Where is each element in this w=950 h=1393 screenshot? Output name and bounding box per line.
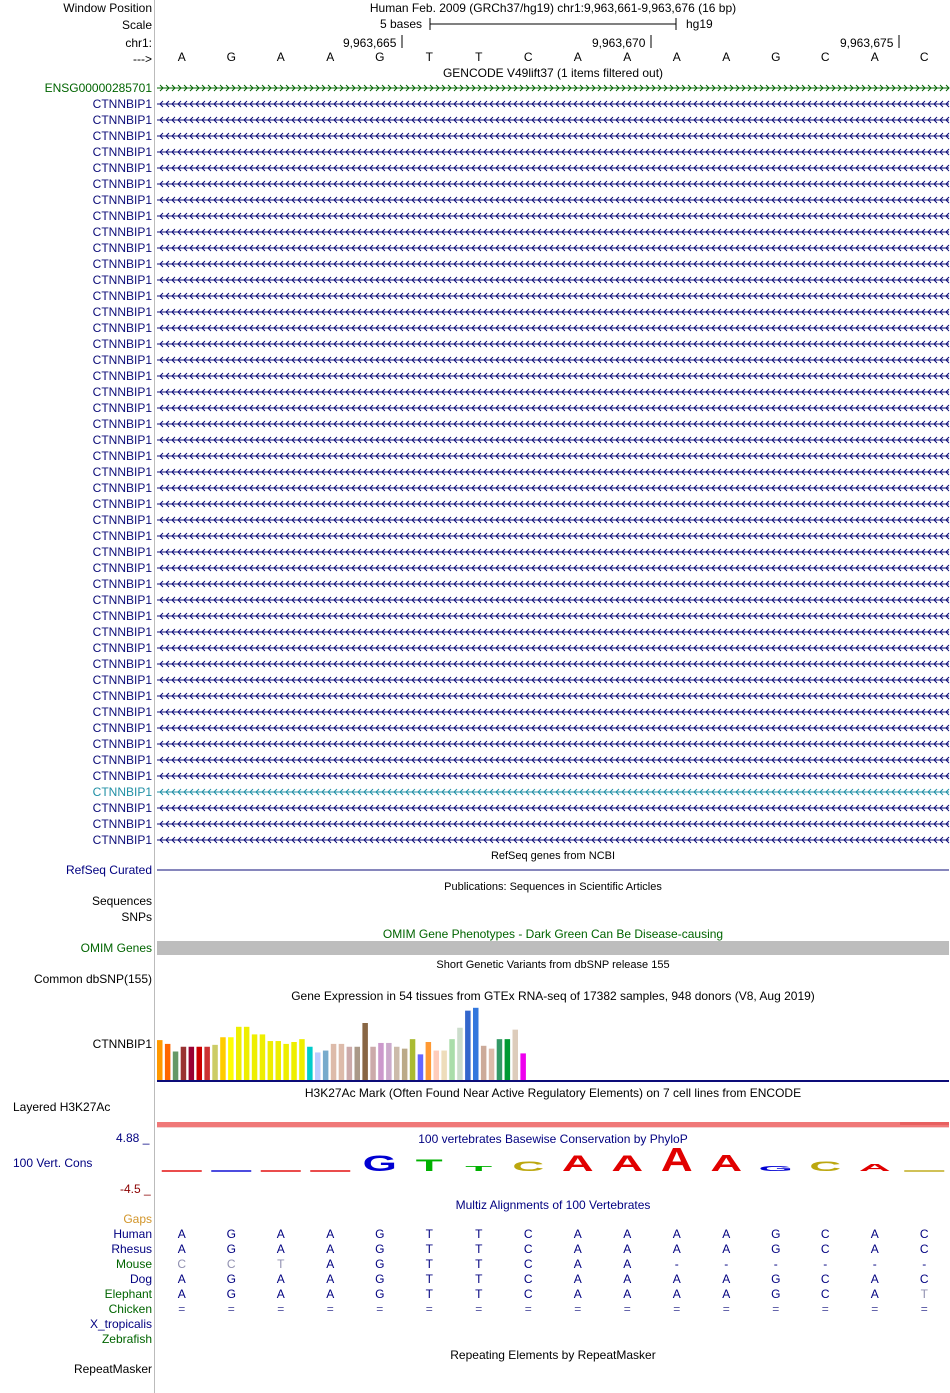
alignment-base: C <box>177 1257 187 1271</box>
omim-bar <box>157 941 949 955</box>
alignment-base: A <box>623 1257 632 1271</box>
alignment-base: G <box>375 1272 385 1286</box>
alignment-base: - <box>823 1257 828 1271</box>
alignment-base: = <box>475 1302 483 1316</box>
alignment-base: A <box>870 1242 879 1256</box>
alignment-base: A <box>177 1227 186 1241</box>
alignment-base: C <box>820 1272 830 1286</box>
gene-label-transcript[interactable]: CTNNBIP1 <box>92 113 152 127</box>
h3k27ac-title: H3K27Ac Mark (Often Found Near Active Regulatory Elements) on 7 cell lines from ENCODE <box>304 1086 802 1100</box>
alignment-base: A <box>870 1227 879 1241</box>
alignment-base: A <box>177 1287 186 1301</box>
gtex-bar <box>307 1047 313 1080</box>
gene-label-transcript[interactable]: CTNNBIP1 <box>92 561 152 575</box>
gene-label-transcript[interactable]: CTNNBIP1 <box>92 465 152 479</box>
alignment-base: A <box>722 1272 731 1286</box>
gtex-bar <box>434 1051 440 1080</box>
gene-label-transcript[interactable]: CTNNBIP1 <box>92 337 152 351</box>
base-letter: C <box>919 50 929 64</box>
gtex-label[interactable]: CTNNBIP1 <box>92 1037 152 1051</box>
gene-label-transcript[interactable]: CTNNBIP1 <box>92 481 152 495</box>
gtex-bar <box>173 1052 179 1081</box>
gtex-bar <box>418 1054 424 1080</box>
alignment-base: - <box>674 1257 679 1271</box>
alignment-base: A <box>326 1242 335 1256</box>
tick-label-3: 9,963,675 <box>840 36 894 50</box>
gene-label-transcript[interactable]: CTNNBIP1 <box>92 193 152 207</box>
gene-label-transcript[interactable]: CTNNBIP1 <box>92 289 152 303</box>
gene-label-transcript[interactable]: CTNNBIP1 <box>92 273 152 287</box>
alignment-base: A <box>326 1272 335 1286</box>
phylop-negative-mark <box>904 1170 944 1172</box>
gene-label-transcript[interactable]: CTNNBIP1 <box>92 321 152 335</box>
alignment-base: A <box>623 1242 632 1256</box>
species-label[interactable]: Elephant <box>104 1287 152 1301</box>
alignment-base: A <box>870 1272 879 1286</box>
alignment-base: A <box>672 1272 681 1286</box>
gtex-bar <box>291 1042 297 1080</box>
gtex-bar <box>197 1047 203 1080</box>
gene-label-transcript[interactable]: CTNNBIP1 <box>92 593 152 607</box>
species-label[interactable]: Human <box>113 1227 152 1241</box>
alignment-base: T <box>425 1227 433 1241</box>
alignment-base: A <box>573 1227 582 1241</box>
alignment-base: G <box>771 1272 781 1286</box>
gene-label-transcript[interactable]: CTNNBIP1 <box>92 97 152 111</box>
alignment-base: T <box>425 1272 433 1286</box>
alignment-base: = <box>227 1302 235 1316</box>
gene-label-transcript[interactable]: CTNNBIP1 <box>92 785 152 799</box>
gtex-bar <box>220 1037 226 1080</box>
alignment-base: C <box>523 1287 533 1301</box>
alignment-base: - <box>773 1257 778 1271</box>
phylop-logo-letter: G <box>362 1151 397 1177</box>
alignment-base: = <box>524 1302 532 1316</box>
alignment-base: A <box>623 1287 632 1301</box>
tick-label-1: 9,963,665 <box>343 36 397 50</box>
strand-label: ---> <box>133 52 152 66</box>
alignment-base: G <box>226 1272 236 1286</box>
alignment-base: = <box>772 1302 780 1316</box>
gene-label-transcript[interactable]: CTNNBIP1 <box>92 449 152 463</box>
alignment-base: C <box>820 1242 830 1256</box>
gtex-bar <box>189 1047 195 1080</box>
gtex-bar <box>252 1034 257 1080</box>
base-letter: T <box>475 50 483 64</box>
gtex-bar <box>228 1037 234 1080</box>
gtex-bar <box>339 1044 345 1080</box>
alignment-base: C <box>523 1242 533 1256</box>
alignment-base: A <box>573 1272 582 1286</box>
repeatmasker-label[interactable]: RepeatMasker <box>73 1362 152 1376</box>
alignment-base: A <box>672 1242 681 1256</box>
alignment-base: G <box>375 1257 385 1271</box>
gtex-bar <box>212 1045 218 1080</box>
alignment-base: = <box>920 1302 928 1316</box>
gtex-bar <box>410 1039 416 1080</box>
h3k27ac-signal <box>157 1122 949 1127</box>
base-letter: T <box>425 50 433 64</box>
alignment-base: = <box>821 1302 829 1316</box>
gtex-bar <box>181 1047 187 1080</box>
alignment-base: T <box>425 1287 433 1301</box>
refseq-title: RefSeq genes from NCBI <box>490 850 616 862</box>
species-label[interactable]: X_tropicalis <box>89 1317 152 1331</box>
gene-label-transcript[interactable]: CTNNBIP1 <box>92 705 152 719</box>
gtex-bar <box>449 1039 455 1080</box>
gtex-bar <box>489 1049 495 1080</box>
alignment-base: = <box>623 1302 631 1316</box>
window-position-label: Window Position <box>63 1 152 15</box>
repeatmasker-title: Repeating Elements by RepeatMasker <box>450 1348 656 1362</box>
gtex-bar <box>426 1042 432 1080</box>
gene-label-transcript[interactable]: CTNNBIP1 <box>92 657 152 671</box>
scale-label: Scale <box>121 18 152 32</box>
alignment-base: A <box>326 1227 335 1241</box>
gene-label-transcript[interactable]: CTNNBIP1 <box>92 129 152 143</box>
gene-label-transcript[interactable]: CTNNBIP1 <box>92 241 152 255</box>
gtex-bar <box>244 1027 250 1080</box>
phylop-logo-letter: T <box>415 1156 443 1175</box>
alignment-base: T <box>475 1287 483 1301</box>
species-label[interactable]: Rhesus <box>111 1242 152 1256</box>
alignment-base: C <box>919 1227 929 1241</box>
base-letter: A <box>276 50 285 64</box>
gtex-bar <box>362 1023 368 1080</box>
base-letter: A <box>326 50 335 64</box>
alignment-base: C <box>820 1287 830 1301</box>
alignment-base: G <box>771 1242 781 1256</box>
alignment-base: G <box>771 1287 781 1301</box>
gene-label-transcript[interactable]: CTNNBIP1 <box>92 369 152 383</box>
phylop-logo-letter: A <box>561 1151 594 1177</box>
alignment-base: G <box>226 1242 236 1256</box>
gene-label-transcript[interactable]: CTNNBIP1 <box>92 817 152 831</box>
gtex-bar <box>457 1028 463 1080</box>
alignment-base: T <box>475 1227 483 1241</box>
gtex-bar <box>323 1051 329 1080</box>
alignment-base: = <box>277 1302 285 1316</box>
gaps-label: Gaps <box>123 1212 152 1226</box>
gtex-bar <box>394 1047 400 1080</box>
alignment-base: A <box>276 1227 285 1241</box>
gtex-bar <box>276 1041 282 1080</box>
alignment-base: A <box>722 1227 731 1241</box>
alignment-base: = <box>673 1302 681 1316</box>
alignment-base: G <box>226 1227 236 1241</box>
alignment-base: T <box>425 1257 433 1271</box>
base-letter: G <box>226 50 236 64</box>
species-label[interactable]: Chicken <box>108 1302 152 1316</box>
gtex-bar <box>260 1034 266 1080</box>
alignment-base: A <box>326 1257 335 1271</box>
species-label[interactable]: Dog <box>129 1272 152 1286</box>
alignment-base: = <box>376 1302 384 1316</box>
gtex-bar <box>520 1053 526 1080</box>
alignment-base: A <box>573 1242 582 1256</box>
h3k27ac-peak <box>900 1122 949 1125</box>
alignment-base: C <box>523 1227 533 1241</box>
scale-bases: 5 bases <box>380 17 423 31</box>
dbsnp-label[interactable]: Common dbSNP(155) <box>33 972 152 986</box>
alignment-base: A <box>276 1287 285 1301</box>
omim-title: OMIM Gene Phenotypes - Dark Green Can Be Disease-causing <box>382 927 724 941</box>
gene-label-transcript[interactable]: CTNNBIP1 <box>92 385 152 399</box>
base-letter: A <box>722 50 731 64</box>
window-position-value: Human Feb. 2009 (GRCh37/hg19) chr1:9,963,661-9,963,676 (16 bp) <box>369 1 737 15</box>
gtex-bar <box>441 1051 447 1080</box>
gtex-bar <box>513 1030 519 1080</box>
tick-label-2: 9,963,670 <box>592 36 646 50</box>
gene-label-transcript[interactable]: CTNNBIP1 <box>92 145 152 159</box>
gene-label-transcript[interactable]: CTNNBIP1 <box>92 689 152 703</box>
gene-label-transcript[interactable]: CTNNBIP1 <box>92 769 152 783</box>
alignment-base: A <box>722 1242 731 1256</box>
gtex-bar <box>473 1008 479 1080</box>
base-letter: G <box>375 50 385 64</box>
gtex-bar <box>497 1039 503 1080</box>
multiz-title: Multiz Alignments of 100 Vertebrates <box>455 1198 651 1212</box>
alignment-base: A <box>623 1272 632 1286</box>
scale-db: hg19 <box>686 17 713 31</box>
gene-label-transcript[interactable]: CTNNBIP1 <box>92 737 152 751</box>
gene-label-transcript[interactable]: CTNNBIP1 <box>92 161 152 175</box>
alignment-base: = <box>871 1302 879 1316</box>
gtex-bar <box>236 1027 242 1080</box>
alignment-base: A <box>722 1287 731 1301</box>
gtex-bar <box>268 1041 274 1080</box>
phylop-max: 4.88 _ <box>116 1131 150 1145</box>
phylop-logo-letter: A <box>710 1150 743 1177</box>
alignment-base: A <box>276 1272 285 1286</box>
phylop-label[interactable]: 100 Vert. Cons <box>13 1156 93 1170</box>
omim-label[interactable]: OMIM Genes <box>80 941 152 955</box>
refseq-label[interactable]: RefSeq Curated <box>65 863 152 877</box>
alignment-base: - <box>724 1257 729 1271</box>
species-label[interactable]: Mouse <box>115 1257 152 1271</box>
gtex-bar <box>315 1052 321 1080</box>
phylop-logo-letter: C <box>512 1158 545 1174</box>
gtex-bar <box>370 1047 376 1080</box>
alignment-base: C <box>919 1242 929 1256</box>
gene-label-transcript[interactable]: CTNNBIP1 <box>92 833 152 847</box>
gene-label-transcript[interactable]: CTNNBIP1 <box>92 257 152 271</box>
gtex-bar <box>402 1049 408 1080</box>
h3k27ac-label[interactable]: Layered H3K27Ac <box>13 1100 111 1114</box>
alignment-base: - <box>922 1257 927 1271</box>
gene-label-transcript[interactable]: CTNNBIP1 <box>92 433 152 447</box>
gene-label-transcript[interactable]: CTNNBIP1 <box>92 801 152 815</box>
gene-label-transcript[interactable]: CTNNBIP1 <box>92 721 152 735</box>
gtex-bar <box>378 1043 384 1080</box>
base-letter: A <box>870 50 879 64</box>
base-letter: G <box>771 50 781 64</box>
snps-label[interactable]: SNPs <box>121 910 152 924</box>
gene-label-transcript[interactable]: CTNNBIP1 <box>92 497 152 511</box>
alignment-base: - <box>872 1257 877 1271</box>
gene-label-transcript[interactable]: CTNNBIP1 <box>92 753 152 767</box>
alignment-base: A <box>573 1257 582 1271</box>
gene-label-transcript[interactable]: CTNNBIP1 <box>92 225 152 239</box>
gtex-bar <box>386 1043 392 1080</box>
alignment-base: G <box>226 1287 236 1301</box>
alignment-base: = <box>178 1302 186 1316</box>
phylop-logo-letter: A <box>611 1151 644 1177</box>
gene-label-transcript[interactable]: CTNNBIP1 <box>92 625 152 639</box>
alignment-base: A <box>623 1227 632 1241</box>
base-letter: A <box>573 50 582 64</box>
gtex-bar <box>481 1046 487 1080</box>
alignment-base: C <box>523 1257 533 1271</box>
phylop-logo-letter: G <box>758 1163 793 1173</box>
alignment-base: A <box>672 1287 681 1301</box>
alignment-base: A <box>870 1287 879 1301</box>
gtex-bar <box>355 1047 361 1080</box>
gtex-bar <box>505 1039 511 1080</box>
alignment-base: A <box>177 1272 186 1286</box>
gene-label-transcript[interactable]: CTNNBIP1 <box>92 177 152 191</box>
alignment-base: T <box>475 1242 483 1256</box>
alignment-base: G <box>375 1227 385 1241</box>
gtex-bar <box>331 1044 337 1080</box>
phylop-title: 100 vertebrates Basewise Conservation by PhyloP <box>418 1132 688 1146</box>
alignment-base: C <box>820 1227 830 1241</box>
phylop-logo-letter: A <box>858 1161 891 1174</box>
phylop-logo-letter: A <box>660 1141 693 1179</box>
gene-label-transcript[interactable]: CTNNBIP1 <box>92 417 152 431</box>
gencode-title: GENCODE V49lift37 (1 items filtered out) <box>442 66 664 80</box>
alignment-base: C <box>919 1272 929 1286</box>
alignment-base: A <box>276 1242 285 1256</box>
alignment-base: = <box>574 1302 582 1316</box>
phylop-logo-letter: C <box>809 1158 842 1174</box>
gene-label-transcript[interactable]: CTNNBIP1 <box>92 545 152 559</box>
gene-label-transcript[interactable]: CTNNBIP1 <box>92 401 152 415</box>
phylop-negative-mark <box>162 1170 202 1172</box>
gtex-bar <box>347 1047 353 1080</box>
alignment-base: T <box>425 1242 433 1256</box>
gtex-bar <box>299 1039 305 1080</box>
phylop-negative-mark <box>310 1170 350 1172</box>
alignment-base: T <box>920 1287 928 1301</box>
alignment-base: G <box>771 1227 781 1241</box>
alignment-base: G <box>375 1242 385 1256</box>
gene-label-ENSG[interactable]: ENSG00000285701 <box>44 81 152 95</box>
gene-label-transcript[interactable]: CTNNBIP1 <box>92 609 152 623</box>
alignment-base: C <box>523 1272 533 1286</box>
phylop-logo-letter: T <box>465 1164 493 1173</box>
species-label[interactable]: Zebrafish <box>101 1332 152 1346</box>
alignment-base: G <box>375 1287 385 1301</box>
base-letter: C <box>523 50 533 64</box>
gtex-bar <box>204 1047 210 1080</box>
pubs-label[interactable]: Sequences <box>91 894 152 908</box>
phylop-min: -4.5 _ <box>120 1182 151 1196</box>
alignment-base: T <box>475 1272 483 1286</box>
gtex-bar <box>157 1040 163 1080</box>
alignment-base: = <box>326 1302 334 1316</box>
gene-label-transcript[interactable]: CTNNBIP1 <box>92 513 152 527</box>
alignment-base: A <box>326 1287 335 1301</box>
phylop-negative-mark <box>211 1170 251 1172</box>
base-letter: A <box>177 50 186 64</box>
alignment-base: C <box>226 1257 236 1271</box>
phylop-negative-mark <box>261 1170 301 1172</box>
base-letter: C <box>820 50 830 64</box>
alignment-base: A <box>672 1227 681 1241</box>
alignment-base: A <box>177 1242 186 1256</box>
chrom-label: chr1: <box>125 36 152 50</box>
alignment-base: T <box>475 1257 483 1271</box>
gtex-bar <box>165 1044 171 1080</box>
gene-label-transcript[interactable]: CTNNBIP1 <box>92 353 152 367</box>
alignment-base: T <box>277 1257 285 1271</box>
gene-label-transcript[interactable]: CTNNBIP1 <box>92 209 152 223</box>
gtex-title: Gene Expression in 54 tissues from GTEx RNA-seq of 17382 samples, 948 donors (V8, Aug 2019) <box>291 989 815 1003</box>
gtex-bar <box>465 1011 471 1080</box>
gtex-bar <box>283 1044 289 1080</box>
alignment-base: = <box>722 1302 730 1316</box>
gene-label-transcript[interactable]: CTNNBIP1 <box>92 641 152 655</box>
gene-label-transcript[interactable]: CTNNBIP1 <box>92 305 152 319</box>
dbsnp-title: Short Genetic Variants from dbSNP release 155 <box>436 959 670 971</box>
gene-label-transcript[interactable]: CTNNBIP1 <box>92 529 152 543</box>
base-letter: A <box>672 50 681 64</box>
pubs-title: Publications: Sequences in Scientific Articles <box>444 881 662 893</box>
alignment-base: A <box>573 1287 582 1301</box>
base-letter: A <box>623 50 632 64</box>
gene-label-transcript[interactable]: CTNNBIP1 <box>92 673 152 687</box>
alignment-base: = <box>425 1302 433 1316</box>
gene-label-transcript[interactable]: CTNNBIP1 <box>92 577 152 591</box>
